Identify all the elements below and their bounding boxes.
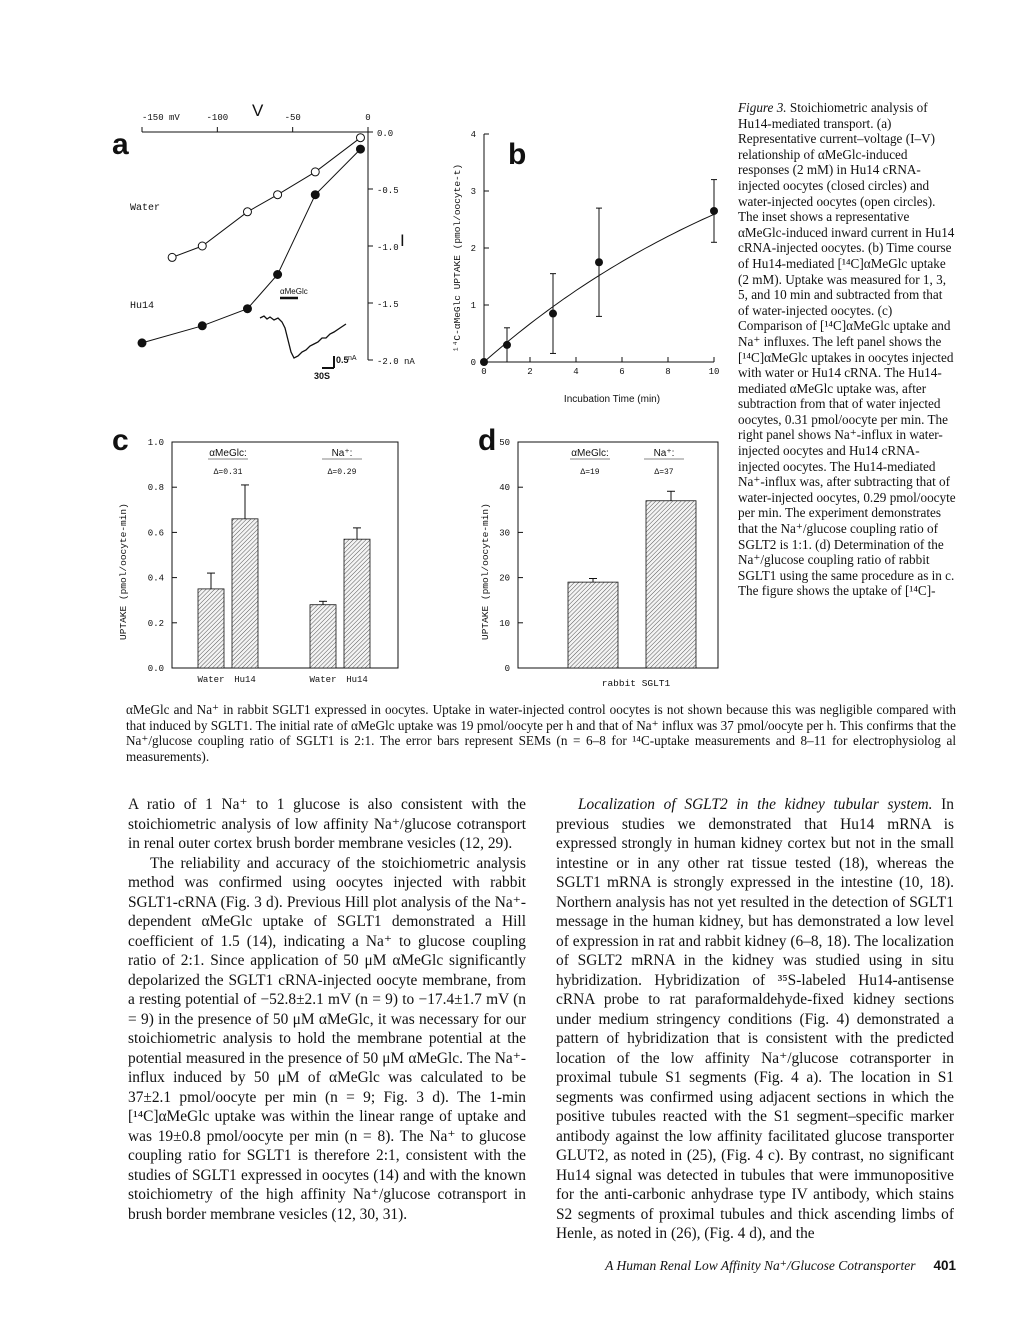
y-tick-label: 4: [470, 130, 476, 140]
figure-panel-d: [448, 420, 728, 690]
c-ylabel: UPTAKE (pmol/oocyte-min): [118, 503, 129, 640]
label-water: Water: [130, 203, 161, 214]
group-label: αMeGlc:: [209, 448, 247, 459]
uptake-bar-chart-c: [112, 420, 412, 690]
data-point: [503, 341, 511, 349]
page-number: 401: [933, 1258, 956, 1273]
panel-letter-c: c: [112, 424, 129, 457]
y-tick-label: 10: [499, 618, 510, 629]
figure-caption-side-text: Stoichiometric analysis of Hu14-mediated transport. (a) Representative current–voltage (I–V) relationship of αMeGlc-induced responses (2 mM) in Hu14 cRNA-injected oocytes (closed circles) and water-injected oocytes (open circles). The inset shows a representative αMeGlc-induced inward current in Hu14 cRNA-injected oocytes. (b) Time course of Hu14-mediated [¹⁴C]αMeGlc uptake (2 mM). Uptake was measured for 1, 3, 5, and 10 min and subtracted from that of water-injected oocytes. (c) Comparison of [¹⁴C]αMeGlc uptake and Na⁺ influxes. The left panel shows the [¹⁴C]αMeGlc uptakes in oocytes injected with water or Hu14 cRNA. The Hu14-mediated αMeGlc uptake was, after subtraction from that of water injected oocytes, 0.31 pmol/oocyte per min. The right panel shows Na⁺-influx in water-injected oocytes and Hu14 cRNA-injected oocytes. The Hu14-mediated Na⁺-influx was, after subtracting that of water-injected oocytes, 0.29 pmol/oocyte per min. The experiment demonstrates that the Na⁺/glucose coupling ratio of SGLT2 is 1:1. (d) Determination of the Na⁺/glucose coupling ratio of rabbit SGLT1 using the same procedure as in c. The figure shows the uptake of [¹⁴C]-: [738, 100, 956, 599]
panel-letter-b: b: [508, 138, 527, 171]
paragraph-text: In previous studies we demonstrated that Hu14 mRNA is expressed strongly in human kidney cortex but not in the small intestine or in any other rat tissue tested (18), whereas the SGLT1 mRNA is strongly expressed in the intestine (10, 18). Northern analysis has not yet resulted in the detection of SGLT1 message in the human kidney, but has demonstrated a low level of expression in rat and rabbit kidney (6–8, 18). The localization of SGLT2 mRNA in the kidney was studied using in situ hybridization. Hybridization of ³⁵S-labeled Hu14-antisense cRNA probe to rat paraformaldehyde-fixed kidney sections under medium stringency conditions (Fig. 4) demonstrated a pattern of hybridization that is consistent with the predicted location of the low affinity Na⁺/glucose cotransporter in proximal tubule S1 segments (Fig. 4 a). The location in S1 segments was confirmed using adjacent sections in which the positive tubules reacted with the S1 segment–specific marker antibody against the low affinity facilitated glucose transporter GLUT2, as noted in (25), (Fig. 4 c). By contrast, no significant Hu14 signal was detected in tubules that were immunopositive for the anti-carbonic anhydrase type IV antibody, which stains S2 segments of proximal tubules and thick ascending limbs of Henle, as noted in (26), (Fig. 4 d), and the: [556, 796, 954, 1242]
panel-letter-a: a: [112, 128, 129, 161]
b-ylabel: ¹⁴C-αMeGlc UPTAKE (pmol/oocyte-t): [452, 163, 463, 352]
uptake-bar-chart-d: [448, 420, 728, 690]
inset-trace-line: [260, 316, 346, 358]
bar: [646, 501, 696, 668]
y-tick-label: -1.5: [377, 300, 399, 310]
group-delta: Δ=0.29: [327, 468, 357, 477]
x-tick-label: 2: [527, 367, 533, 377]
body-column-left: [128, 795, 526, 1224]
x-tick-label: -100: [206, 113, 229, 123]
bar: [198, 589, 224, 668]
group-delta: Δ=0.31: [213, 468, 243, 477]
y-tick-label: 0.8: [147, 483, 164, 494]
group-delta: Δ=37: [654, 468, 674, 477]
x-tick-label: 0: [481, 367, 487, 377]
data-point-hu14: [243, 305, 251, 313]
inset-scale-time: 30S: [314, 371, 331, 381]
fit-curve-water: [172, 138, 360, 258]
bar: [344, 539, 370, 668]
y-tick-label: 2: [470, 244, 476, 254]
paragraph: [556, 795, 954, 1244]
d-ylabel: UPTAKE (pmol/oocyte-min): [480, 503, 491, 640]
data-point: [480, 358, 488, 366]
axis-symbol-v: V: [252, 101, 264, 120]
data-point-hu14: [311, 191, 319, 199]
bar: [310, 605, 336, 668]
data-point-hu14: [138, 339, 146, 347]
y-tick-label: 0.0: [377, 129, 394, 139]
figure-label: Figure 3.: [738, 100, 787, 115]
y-tick-label: -1.0: [377, 243, 399, 253]
running-title: A Human Renal Low Affinity Na⁺/Glucose Cotransporter: [605, 1258, 916, 1273]
bar-label: Hu14: [346, 675, 368, 685]
figure-caption-bottom: αMeGlc and Na⁺ in rabbit SGLT1 expressed in oocytes. Uptake in water-injected control oocytes is not shown because this was negligible compared with that induced by SGLT1. The initial rate of αMeGlc uptake was 19 pmol/oocyte per h and that of Na⁺ influx was 37 pmol/oocyte per h. This confirms that the Na⁺/glucose coupling ratio of SGLT1 is 2:1. The error bars represent SEMs (n = 6–8 for ¹⁴C-uptake measurements and 8–11 for electrophysiolog al measurements).: [126, 702, 956, 764]
y-tick-label: 0: [470, 358, 476, 368]
figure-panel-a: [112, 98, 415, 388]
body-column-right: [556, 795, 954, 1244]
iv-plot: [112, 98, 415, 388]
x-tick-label: 10: [708, 367, 720, 377]
data-point-hu14: [274, 271, 282, 279]
bar: [568, 582, 618, 668]
x-tick-label: -50: [284, 113, 301, 123]
data-point: [549, 310, 557, 318]
data-point: [595, 258, 603, 266]
group-delta: Δ=19: [580, 468, 600, 477]
fit-curve-hu14: [142, 149, 361, 343]
inset-scale-current-unit: nA: [348, 355, 357, 362]
x-tick-label: 8: [665, 367, 671, 377]
group-label: Na⁺:: [653, 448, 675, 459]
inset-label: αMeGlc: [280, 287, 308, 296]
d-xlabel: rabbit SGLT1: [601, 678, 671, 689]
bar: [232, 519, 258, 668]
data-point-water: [356, 134, 364, 142]
inset-current-trace: [260, 287, 357, 381]
y-tick-label: 0: [504, 664, 510, 674]
data-point-water: [168, 253, 176, 261]
b-xlabel: Incubation Time (min): [563, 394, 661, 405]
figure-caption-side: [738, 100, 956, 599]
figure-panel-c: [112, 420, 412, 690]
axis-symbol-i: I: [400, 231, 405, 250]
x-tick-label: 0: [365, 113, 371, 123]
y-tick-label: 0.6: [147, 528, 164, 539]
y-tick-label: -0.5: [377, 186, 399, 196]
data-point-water: [274, 191, 282, 199]
panel-letter-d: d: [478, 424, 497, 457]
y-tick-label: -2.0 nA: [377, 357, 415, 367]
data-point-water: [311, 168, 319, 176]
time-course-plot: [448, 120, 728, 410]
paragraph: A ratio of 1 Na⁺ to 1 glucose is also consistent with the stoichiometric analysis of low affinity Na⁺/glucose cotransport in renal outer cortex brush border membrane vesicles (12, 29).: [128, 796, 526, 852]
y-tick-label: 0.4: [147, 573, 164, 584]
x-tick-label: 4: [573, 367, 579, 377]
y-tick-label: 30: [499, 528, 510, 539]
y-tick-label: 0.0: [147, 664, 164, 674]
x-tick-label: 6: [619, 367, 625, 377]
bar-label: Water: [197, 675, 225, 685]
bar-label: Water: [309, 675, 337, 685]
y-tick-label: 20: [499, 573, 510, 584]
label-hu14: Hu14: [130, 301, 155, 312]
data-point-hu14: [198, 322, 206, 330]
section-heading: Localization of SGLT2 in the kidney tubular system.: [578, 796, 933, 813]
bar-label: Hu14: [234, 675, 256, 685]
y-tick-label: 40: [499, 483, 510, 494]
group-label: Na⁺:: [331, 448, 353, 459]
data-point-water: [243, 208, 251, 216]
y-tick-label: 1: [470, 301, 476, 311]
data-point: [710, 207, 718, 215]
y-tick-label: 3: [470, 187, 476, 197]
group-label: αMeGlc:: [571, 448, 609, 459]
inset-scale-current: 0.5: [336, 355, 349, 365]
y-tick-label: 1.0: [147, 438, 164, 448]
paragraph: The reliability and accuracy of the stoichiometric analysis method was confirmed using oocytes injected with rabbit SGLT1-cRNA (Fig. 3 d). Previous Hill plot analysis of the Na⁺-dependent αMeGlc uptake of SGLT1 demonstrated a Hill coefficient of 1.5 (14), indicating a Na⁺ to glucose coupling ratio of 2:1. Since application of 50 μM αMeGlc significantly depolarized the SGLT1 cRNA-injected oocyte membrane, from a resting potential of −52.8±2.1 mV (n = 9) to −17.4±1.7 mV (n = 9) in the presence of 50 μM αMeGlc, it was necessary for our stoichiometric analysis to hold the membrane potential at the potential measured in the presence of 50 μM αMeGlc. The Na⁺-influx induced by 50 μM of αMeGlc was calculated to be 37±2.1 pmol/oocyte per min (n = 9; Fig. 3 d). The 1-min [¹⁴C]αMeGlc uptake was within the linear range of uptake and was 19±0.8 pmol/oocyte per min (n = 8). The Na⁺ to glucose coupling ratio for SGLT1 is therefore 2:1, consistent with the studies of SGLT1 expressed in oocytes (14) and with the known stoichiometry of the high affinity Na⁺/glucose cotransport in brush border membrane vesicles (12, 30, 31).: [128, 854, 526, 1223]
data-point-hu14: [356, 145, 364, 153]
figure-panel-b: [448, 120, 728, 410]
y-tick-label: 50: [499, 438, 510, 448]
y-tick-label: 0.2: [147, 618, 164, 629]
x-tick-label: -150 mV: [142, 113, 180, 123]
running-footer: [556, 1258, 956, 1274]
data-point-water: [198, 242, 206, 250]
